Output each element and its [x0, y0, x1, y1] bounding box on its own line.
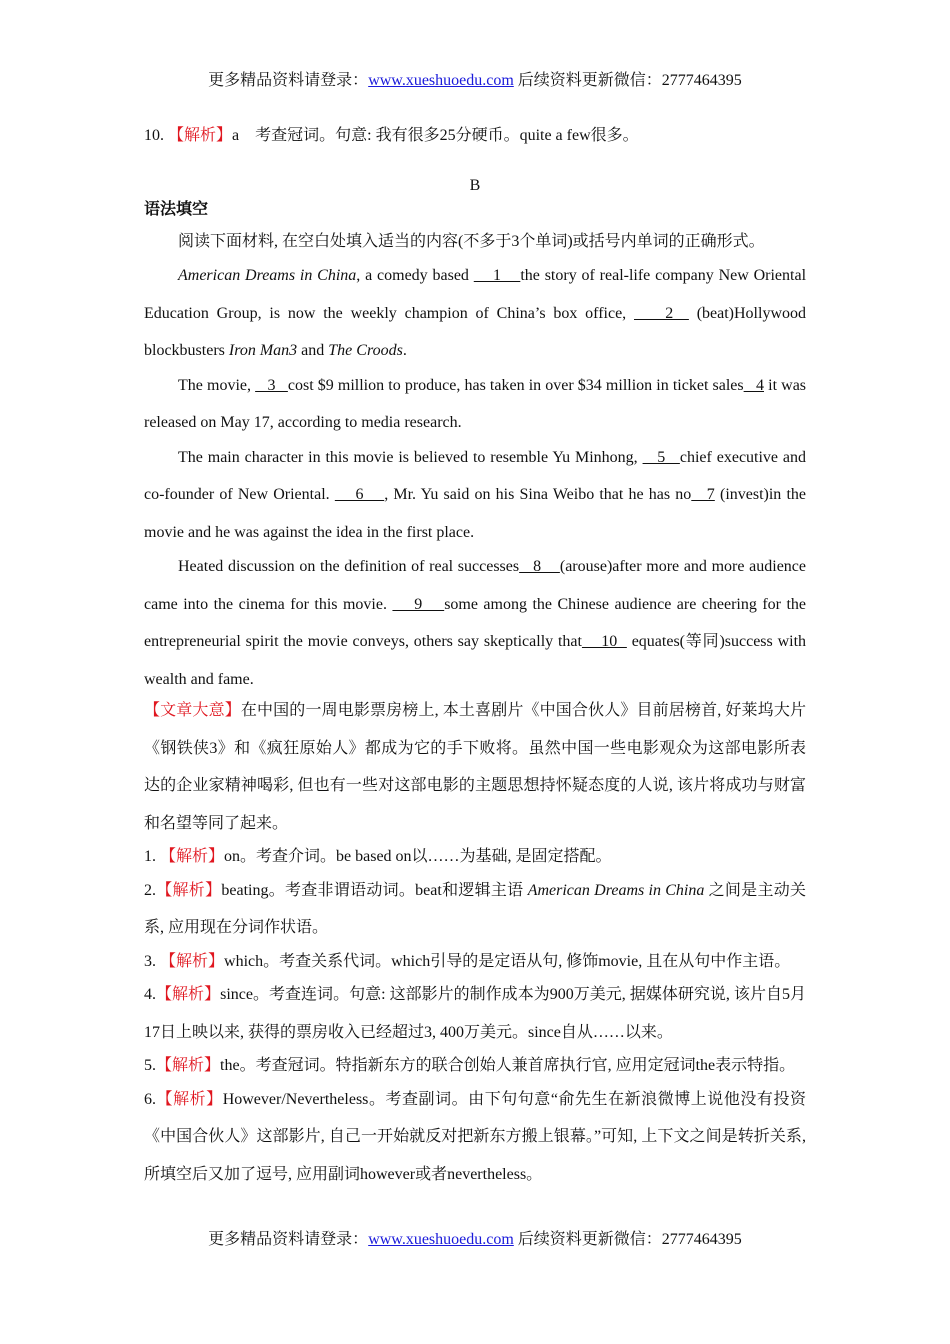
- document-body: [144, 124, 806, 1193]
- answer-2: 2.【解析】beating。考查非谓语动词。beat和逻辑主语 American Dreams in China 之间是主动关系, 应用现在分词作状语。: [144, 881, 806, 936]
- blank-1: 1: [473, 267, 521, 284]
- passage-paragraph-4: Heated discussion on the definition of real successes 8 (arouse)after more and more audience came into the cinema for this movie. 9 some among the Chinese audience are cheering for the entrepreneurial spirit the movie conveys, others say skeptically that 10 equates(等同)success with wealth and fame.: [144, 558, 807, 688]
- analysis-tag: 【解析】: [156, 986, 221, 1003]
- section-letter: B: [469, 177, 481, 194]
- answer-5: 5.【解析】the。考查冠词。特指新东方的联合创始人兼首席执行官, 应用定冠词the表示特指。: [144, 1057, 796, 1074]
- footer-link[interactable]: www.xueshuoedu.com: [368, 1231, 514, 1248]
- answer-4: 4.【解析】since。考查连词。句意: 这部影片的制作成本为900万美元, 据媒体研究说, 该片自5月17日上映以来, 获得的票房收入已经超过3, 400万美元。since自从……以来。: [144, 986, 806, 1041]
- blank-6: 6: [334, 486, 385, 503]
- answer-6: 6.【解析】However/Nevertheless。考查副词。由下句句意“俞先生在新浪微博上说他没有投资《中国合伙人》这部影片, 自己一开始就反对把新东方搬上银幕。”可知, 上下文之间是转折关系, 所填空后又加了逗号, 应用副词however或者nevertheless。: [144, 1090, 806, 1183]
- footer-suffix: 后续资料更新微信：2777464395: [513, 1231, 742, 1248]
- answer-1: 1. 【解析】on。考查介词。be based on以……为基础, 是固定搭配。: [144, 848, 612, 865]
- header-link[interactable]: www.xueshuoedu.com: [368, 72, 514, 89]
- blank-8: 8: [519, 558, 560, 575]
- blank-7: 7: [691, 486, 715, 503]
- header-prefix: 更多精品资料请登录：: [208, 72, 369, 89]
- summary-tag: 【文章大意】: [144, 702, 241, 719]
- blank-9: 9: [392, 595, 445, 613]
- article-summary: 【文章大意】在中国的一周电影票房榜上, 本土喜剧片《中国合伙人》目前居榜首, 好莱坞大片《钢铁侠3》和《疯狂原始人》都成为它的手下败将。虽然中国一些电影观众为这部电影所表达的企业家精神喝彩, 但也有一些对这部电影的主题思想持怀疑态度的人说, 该片将成功与财富和名望等同了起来。: [144, 702, 806, 832]
- blank-5: 5: [642, 448, 680, 466]
- passage-paragraph-3: The main character in this movie is believed to resemble Yu Minhong, 5 chief executive and co-founder of New Oriental. 6 , Mr. Yu said on his Sina Weibo that he has no 7 (invest)in the movie and he was against the idea in the first place.: [144, 448, 807, 541]
- footer-prefix: 更多精品资料请登录：: [208, 1231, 369, 1248]
- analysis-tag: 【解析】: [156, 881, 222, 899]
- analysis-tag: 【解析】: [168, 127, 233, 144]
- page-header: [0, 67, 950, 90]
- analysis-tag: 【解析】: [156, 1090, 223, 1108]
- blank-2: 2: [634, 304, 689, 322]
- analysis-tag: 【解析】: [156, 1057, 221, 1074]
- passage-paragraph-1: American Dreams in China, a comedy based 1 the story of real-life company New Oriental Education Group, is now the weekly champion of China’s box office, 2 (beat)Hollywood blockbusters Iron Man3 and The Croods.: [144, 267, 807, 359]
- passage-paragraph-2: The movie, 3 cost $9 million to produce, has taken in over $34 million in ticket sales 4 it was released on May 17, according to media research.: [144, 376, 807, 431]
- blank-10: 10: [581, 633, 627, 650]
- blank-4: 4: [743, 376, 764, 394]
- blank-3: 3: [255, 376, 288, 394]
- instruction: 阅读下面材料, 在空白处填入适当的内容(不多于3个单词)或括号内单词的正确形式。: [178, 233, 765, 250]
- page-footer: [0, 1226, 950, 1249]
- analysis-tag: 【解析】: [160, 952, 225, 970]
- answer-10: 10. 【解析】a 考查冠词。句意: 我有很多25分硬币。quite a few很多。: [144, 127, 639, 144]
- header-suffix: 后续资料更新微信：2777464395: [513, 72, 742, 89]
- analysis-tag: 【解析】: [160, 848, 225, 865]
- section-title: 语法填空: [144, 201, 209, 218]
- answer-3: 3. 【解析】which。考查关系代词。which引导的是定语从句, 修饰movie, 且在从句中作主语。: [144, 952, 791, 970]
